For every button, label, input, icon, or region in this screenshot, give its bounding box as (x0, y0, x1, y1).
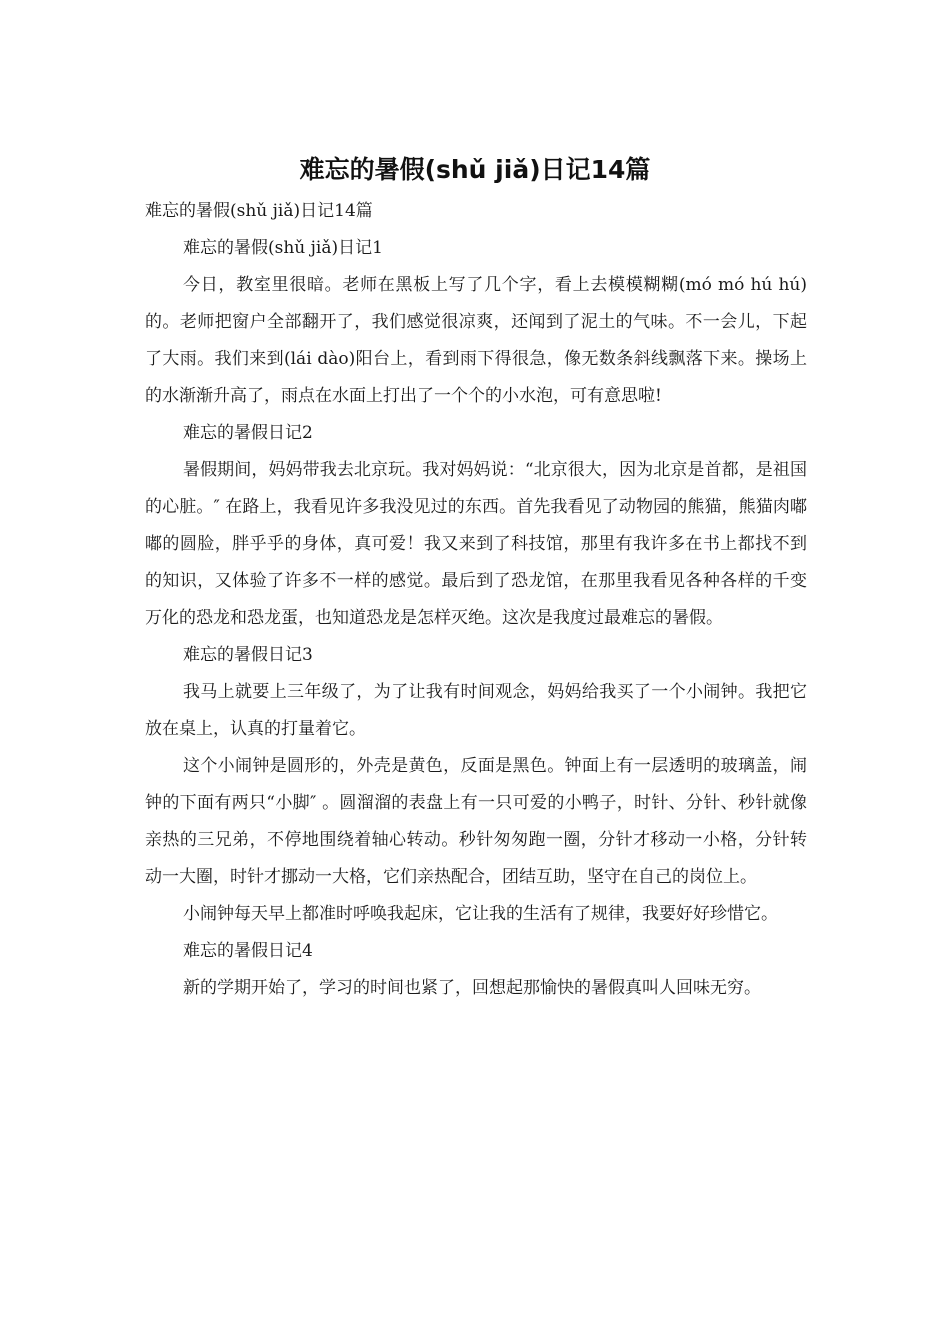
paragraph: 我马上就要上三年级了，为了让我有时间观念，妈妈给我买了一个小闹钟。我把它放在桌上，认真的打量着它。 (145, 682, 807, 739)
document-title: 难忘的暑假(shǔ jiǎ)日记14篇 (299, 155, 651, 184)
section-heading-1: 难忘的暑假(shǔ jiǎ)日记1 (183, 238, 383, 258)
paragraph: 这个小闹钟是圆形的，外壳是黄色，反面是黑色。钟面上有一层透明的玻璃盖，闹钟的下面有两只“小脚″ 。圆溜溜的表盘上有一只可爱的小鸭子，时针、分针、秒针就像亲热的三兄弟，不停地围绕着轴心转动。秒针匆匆跑一圈，分针才移动一小格，分针转动一大圈，时针才挪动一大格，它们亲热配合，团结互助，坚守在自己的岗位上。 (145, 756, 807, 887)
document-subtitle: 难忘的暑假(shǔ jiǎ)日记14篇 (145, 201, 373, 221)
section-heading-3: 难忘的暑假日记3 (183, 645, 313, 665)
paragraph: 暑假期间，妈妈带我去北京玩。我对妈妈说：“北京很大，因为北京是首都，是祖国的心脏。″ 在路上，我看见许多我没见过的东西。首先我看见了动物园的熊猫，熊猫肉嘟嘟的圆脸，胖乎乎的身体，真可爱！我又来到了科技馆，那里有我许多在书上都找不到的知识，又体验了许多不一样的感觉。最后到了恐龙馆，在那里我看见各种各样的千变万化的恐龙和恐龙蛋，也知道恐龙是怎样灭绝。这次是我度过最难忘的暑假。 (145, 460, 807, 628)
paragraph: 小闹钟每天早上都准时呼唤我起床，它让我的生活有了规律，我要好好珍惜它。 (183, 904, 778, 924)
paragraph: 新的学期开始了，学习的时间也紧了，回想起那愉快的暑假真叫人回味无穷。 (183, 978, 761, 998)
section-heading-4: 难忘的暑假日记4 (183, 941, 313, 961)
paragraph: 今日，教室里很暗。老师在黑板上写了几个字，看上去模模糊糊(mó mó hú hú)的。老师把窗户全部翻开了，我们感觉很凉爽，还闻到了泥土的气味。不一会儿，下起了大雨。我们来到(lái dào)阳台上，看到雨下得很急，像无数条斜线飘落下来。操场上的水渐渐升高了，雨点在水面上打出了一个个的小水泡，可有意思啦! (145, 275, 807, 406)
document-body (145, 193, 807, 1007)
section-heading-2: 难忘的暑假日记2 (183, 423, 313, 443)
